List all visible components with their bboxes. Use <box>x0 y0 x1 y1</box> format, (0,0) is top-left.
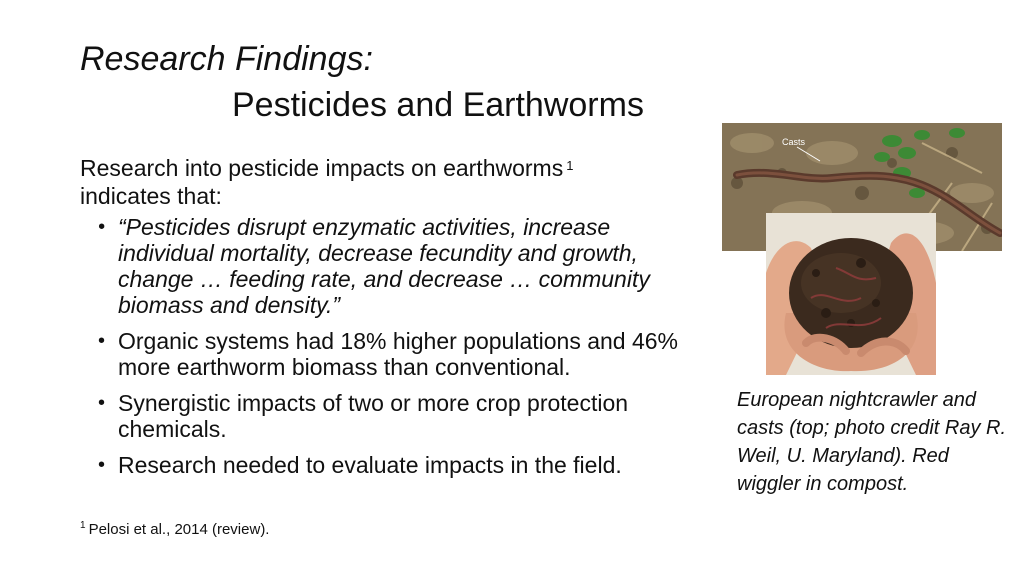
red-wiggler-compost-photo <box>766 213 936 375</box>
footnote-text: Pelosi et al., 2014 (review). <box>88 521 270 538</box>
slide-title-line2: Pesticides and Earthworms <box>232 86 644 124</box>
finding-quote: • “Pesticides disrupt enzymatic activities, increase individual mortality, decrease fecundity and growth, change … feeding rate, and decrease … community biomass and density.” <box>92 214 712 318</box>
finding-organic: • Organic systems had 18% higher populations and 46% more earthworm biomass than conventional. <box>92 328 712 380</box>
slide-title-line1: Research Findings: <box>80 40 373 78</box>
intro-text-continued: indicates that: <box>80 183 222 209</box>
intro-footnote-ref: 1 <box>566 158 574 173</box>
photo-caption: European nightcrawler and casts (top; photo credit Ray R. Weil, U. Maryland). Red wiggler in compost. <box>737 389 1007 495</box>
finding-research-needed: • Research needed to evaluate impacts in the field. <box>92 452 712 478</box>
intro-text: Research into pesticide impacts on earthworms <box>80 155 564 181</box>
footnote <box>80 520 269 538</box>
casts-label: Casts <box>782 137 806 147</box>
finding-synergistic: • Synergistic impacts of two or more crop protection chemicals. <box>92 390 712 442</box>
footnote-ref: 1 <box>80 520 86 531</box>
intro-paragraph <box>80 154 700 210</box>
findings-list <box>92 214 712 488</box>
